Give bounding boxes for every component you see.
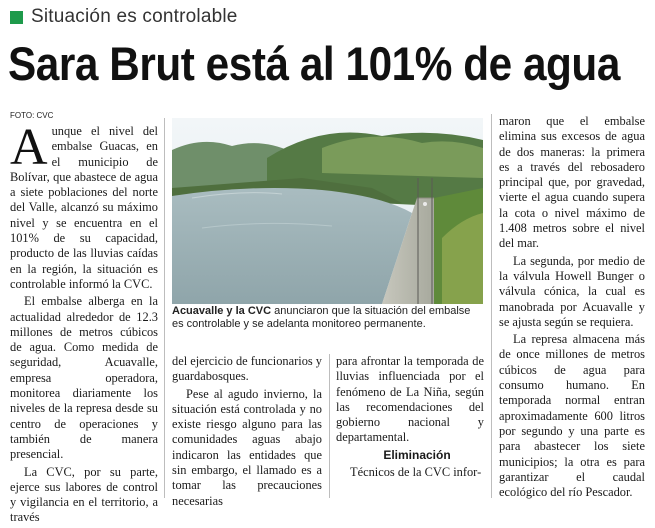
kicker-text: Situación es controlable <box>31 6 238 27</box>
paragraph-3b: del ejercicio de funcionarios y guardabosques. <box>172 354 323 384</box>
photo-credit: FOTO: CVC <box>10 111 54 120</box>
article-column-4 <box>499 114 645 502</box>
headline: Sara Brut está al 101% de agua <box>8 37 620 90</box>
paragraph-4b: para afrontar la temporada de lluvias influenciada por el fenómeno de La Niña, según las recomendaciones del gobierno nacional y departamental. <box>336 354 484 445</box>
reservoir-photo <box>172 118 483 304</box>
paragraph-6: La segunda, por medio de la válvula Howell Bunger o válvula cónica, la cual es manobrada por Acuavalle y se ajusta según se requiera. <box>499 253 645 329</box>
paragraph-7: La represa almacena más de once millones de metros cúbicos de agua para consumo humano. En temporada normal entran aproximadamente 600 litros por segundo y una parte es para abastecer los siete municipios; la otra es para garantizar el caudal ecológico del río Pescador. <box>499 332 645 500</box>
column-divider-2 <box>329 354 330 498</box>
subhead-eliminacion: Eliminación <box>383 447 451 462</box>
kicker-square-icon <box>10 11 23 24</box>
caption-text: anunciaron que la situación del embalse es controlable y se adelanta monitoreo permanente. <box>172 305 471 330</box>
paragraph-4: Pese al agudo invierno, la situación está controlada y no existe riesgo alguno para las comunidades aguas abajo indicaron las entidades que sin embargo, el llamado es a tomar las precauciones necesarias <box>172 386 322 508</box>
paragraph-3a: La CVC, por su parte, ejerce sus labores de control y vigilancia en el territorio, a través <box>10 464 158 525</box>
paragraph-2: El embalse alberga en la actualidad alrededor de 12.3 millones de metros cúbicos de agua. Como medida de seguridad, Acuavalle, empresa operadora, monitorea diariamente los niveles de la represa desde su centro de operaciones y también de manera presencial. <box>10 294 158 462</box>
article-column-1 <box>10 119 158 528</box>
paragraph-5a: Técnicos de la CVC infor- <box>350 465 482 480</box>
photo-caption <box>172 305 483 331</box>
section-kicker <box>10 6 238 28</box>
column-divider-1 <box>164 118 165 498</box>
caption-bold: Acuavalle y la CVC <box>172 305 272 317</box>
drop-cap: A <box>10 119 48 176</box>
article-column-3 <box>336 354 484 482</box>
article-column-2 <box>172 354 322 511</box>
column-divider-3 <box>491 114 492 498</box>
paragraph-5b: maron que el embalse elimina sus excesos de agua de dos maneras: la primera es a través del rebosadero principal que, por gravedad, vierte el agua cuando supera la cota o nivel máximo de 1.408 metros sobre el nivel del mar. <box>499 114 645 251</box>
paragraph-1: Aunque el nivel del embalse Guacas, en el municipio de Bolívar, que abastece de agua a siete poblaciones del norte del Valle, alcanzó su máximo nivel y se encuentra en el 101% de su capacidad, producto de las lluvias caídas en la región, la situación es controlable informó la CVC. <box>10 119 158 291</box>
